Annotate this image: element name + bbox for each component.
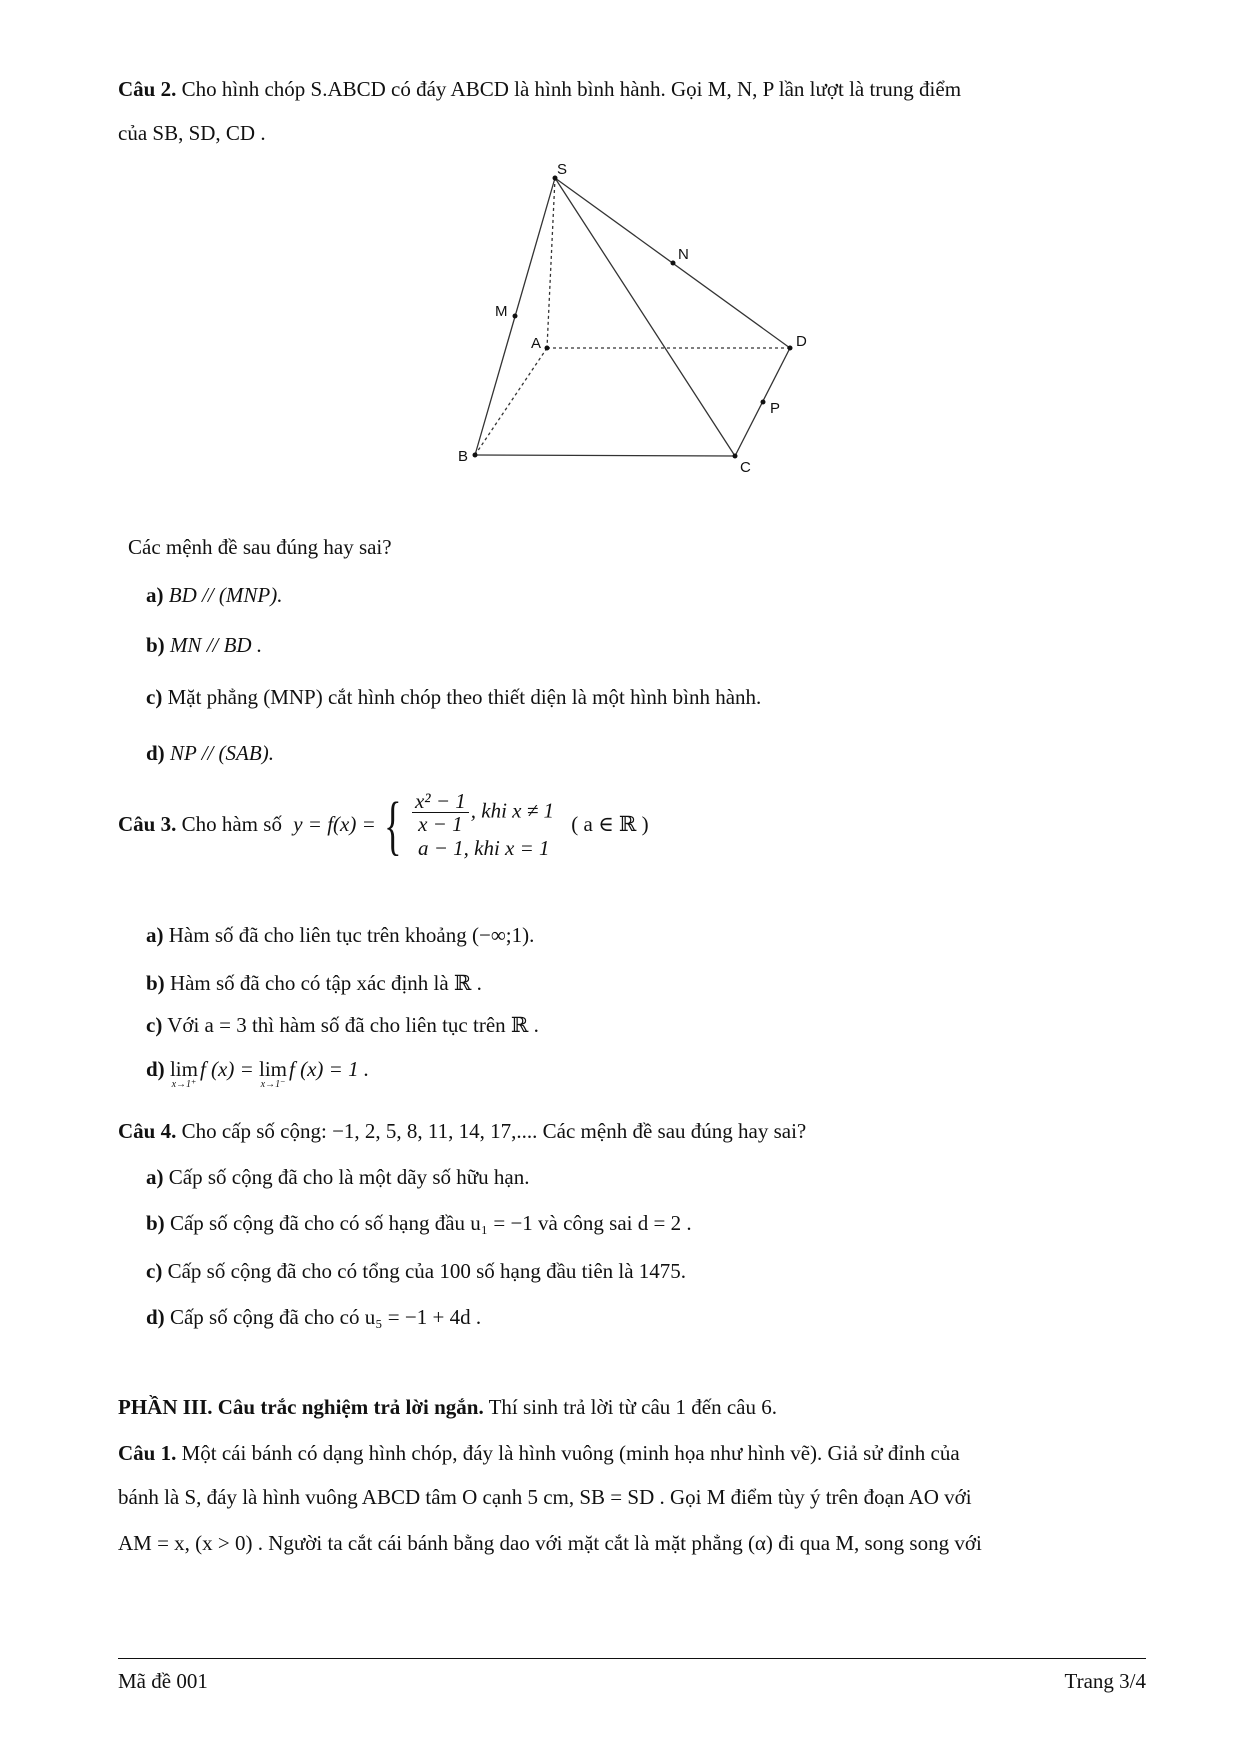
point-D xyxy=(788,346,793,351)
label-M: M xyxy=(495,303,508,320)
q2-title: Câu 2. xyxy=(118,77,177,101)
q3-fraction xyxy=(412,790,469,835)
q4-text: Cho cấp số cộng: −1, 2, 5, 8, 11, 14, 17,.... Các mệnh đề sau đúng hay sai? xyxy=(181,1119,807,1143)
q2-d-text: NP // (SAB). xyxy=(169,741,274,765)
q4-option-d xyxy=(146,1304,481,1330)
q3-intro: Cho hàm số xyxy=(181,812,282,837)
q1-line3: AM = x, (x > 0) . Người ta cắt cái bánh bằng dao với mặt cắt là mặt phẳng (α) đi qua M, song song với xyxy=(118,1531,982,1555)
q2-b-text: MN // BD . xyxy=(169,633,263,657)
point-N xyxy=(671,261,676,266)
q2-statement: Cho hình chóp S.ABCD có đáy ABCD là hình bình hành. Gọi M, N, P lần lượt là trung điểm xyxy=(181,77,962,101)
footer-page-number: Trang 3/4 xyxy=(1064,1669,1146,1693)
point-M xyxy=(513,314,518,319)
q3-option-b xyxy=(146,970,482,996)
q3-title: Câu 3. xyxy=(118,812,177,837)
point-B xyxy=(473,453,478,458)
q2-a-label: a) xyxy=(146,583,164,607)
label-S: S xyxy=(557,161,568,178)
point-P xyxy=(761,400,766,405)
q3-cases xyxy=(410,790,554,862)
q3-d-mid: f (x) = xyxy=(199,1057,254,1081)
q3-case2: a − 1, khi x = 1 xyxy=(417,836,550,861)
q3-a-text: Hàm số đã cho liên tục trên khoảng (−∞;1). xyxy=(168,923,535,947)
q2-option-d xyxy=(146,740,274,766)
q3-frac-num: x² − 1 xyxy=(412,790,469,813)
part3-instructions: Thí sinh trả lời từ câu 1 đến câu 6. xyxy=(488,1395,778,1419)
footer-divider xyxy=(118,1658,1146,1659)
q2-option-a xyxy=(146,582,282,608)
q2-prompt: Các mệnh đề sau đúng hay sai? xyxy=(128,535,392,559)
q4-a-text: Cấp số cộng đã cho là một dãy số hữu hạn. xyxy=(168,1165,530,1189)
q3-statement xyxy=(118,790,649,862)
q2-a-text: BD // (MNP). xyxy=(168,583,283,607)
q1-title: Câu 1. xyxy=(118,1441,177,1465)
q4-d-text: Cấp số cộng đã cho có u₅ = −1 + 4d . xyxy=(169,1305,482,1329)
q3-d-end: f (x) = 1 . xyxy=(289,1057,370,1081)
label-C: C xyxy=(740,459,751,476)
q3-frac-den: x − 1 xyxy=(418,812,463,837)
q3-lim1: lim xyxy=(169,1057,198,1081)
q2-line1 xyxy=(118,76,961,102)
label-N: N xyxy=(678,246,689,263)
q3-func: y = f(x) = xyxy=(293,812,376,837)
q4-b-text: Cấp số cộng đã cho có số hạng đầu u₁ = −1 và công sai d = 2 . xyxy=(169,1211,692,1235)
q3-limit-right xyxy=(170,1056,198,1090)
q4-option-a xyxy=(146,1164,529,1190)
q2-b-label: b) xyxy=(146,633,165,657)
part3-title: PHẦN III. Câu trắc nghiệm trả lời ngắn. xyxy=(118,1395,484,1419)
point-A xyxy=(545,346,550,351)
q3-option-c xyxy=(146,1012,539,1038)
label-D: D xyxy=(796,333,807,350)
footer-exam-code: Mã đề 001 xyxy=(118,1669,208,1693)
q3-a-label: a) xyxy=(146,923,164,947)
q2-c-text: Mặt phẳng (MNP) cắt hình chóp theo thiết diện là một hình bình hành. xyxy=(167,685,762,709)
q3-domain: ( a ∈ ℝ ) xyxy=(571,812,649,837)
q1-line2: bánh là S, đáy là hình vuông ABCD tâm O cạnh 5 cm, SB = SD . Gọi M điểm tùy ý trên đoạn AO với xyxy=(118,1485,972,1509)
q4-statement xyxy=(118,1118,806,1144)
q2-c-label: c) xyxy=(146,685,163,709)
edge-AB-hidden xyxy=(475,348,547,455)
q4-a-label: a) xyxy=(146,1165,164,1189)
q4-option-b xyxy=(146,1210,692,1236)
q1-text-1: Một cái bánh có dạng hình chóp, đáy là hình vuông (minh họa như hình vẽ). Giả sử đỉnh của xyxy=(181,1441,960,1465)
q4-c-label: c) xyxy=(146,1259,163,1283)
q4-b-label: b) xyxy=(146,1211,165,1235)
q3-option-a xyxy=(146,922,534,948)
q3-c-label: c) xyxy=(146,1013,163,1037)
q4-d-label: d) xyxy=(146,1305,165,1329)
label-B: B xyxy=(458,448,469,465)
q3-c-text: Với a = 3 thì hàm số đã cho liên tục trên ℝ . xyxy=(167,1013,539,1037)
q3-b-text: Hàm số đã cho có tập xác định là ℝ . xyxy=(169,971,482,995)
q3-limit-left xyxy=(259,1056,287,1090)
q1-line1 xyxy=(118,1440,960,1466)
point-C xyxy=(733,454,738,459)
q2-option-c xyxy=(146,684,761,710)
q3-b-label: b) xyxy=(146,971,165,995)
label-A: A xyxy=(531,335,542,352)
pyramid-figure xyxy=(440,160,840,530)
label-P: P xyxy=(770,400,781,417)
q3-case1-cond: , khi x ≠ 1 xyxy=(470,798,555,823)
part3-heading xyxy=(118,1394,777,1420)
q3-option-d xyxy=(146,1056,369,1090)
edge-SC xyxy=(555,178,735,456)
q2-option-b xyxy=(146,632,262,658)
q3-d-label: d) xyxy=(146,1057,165,1081)
q2-d-label: d) xyxy=(146,741,165,765)
q3-brace: { xyxy=(384,789,402,863)
q4-title: Câu 4. xyxy=(118,1119,177,1143)
q3-lim2: lim xyxy=(259,1057,288,1081)
q3-case1 xyxy=(410,790,554,835)
q4-option-c xyxy=(146,1258,686,1284)
edge-BC xyxy=(475,455,735,456)
q2-line2: của SB, SD, CD . xyxy=(118,121,266,145)
q3-lim2-sub: x→1⁻ xyxy=(260,1079,286,1091)
q4-c-text: Cấp số cộng đã cho có tổng của 100 số hạng đầu tiên là 1475. xyxy=(167,1259,687,1283)
q3-lim1-sub: x→1⁺ xyxy=(171,1079,197,1091)
